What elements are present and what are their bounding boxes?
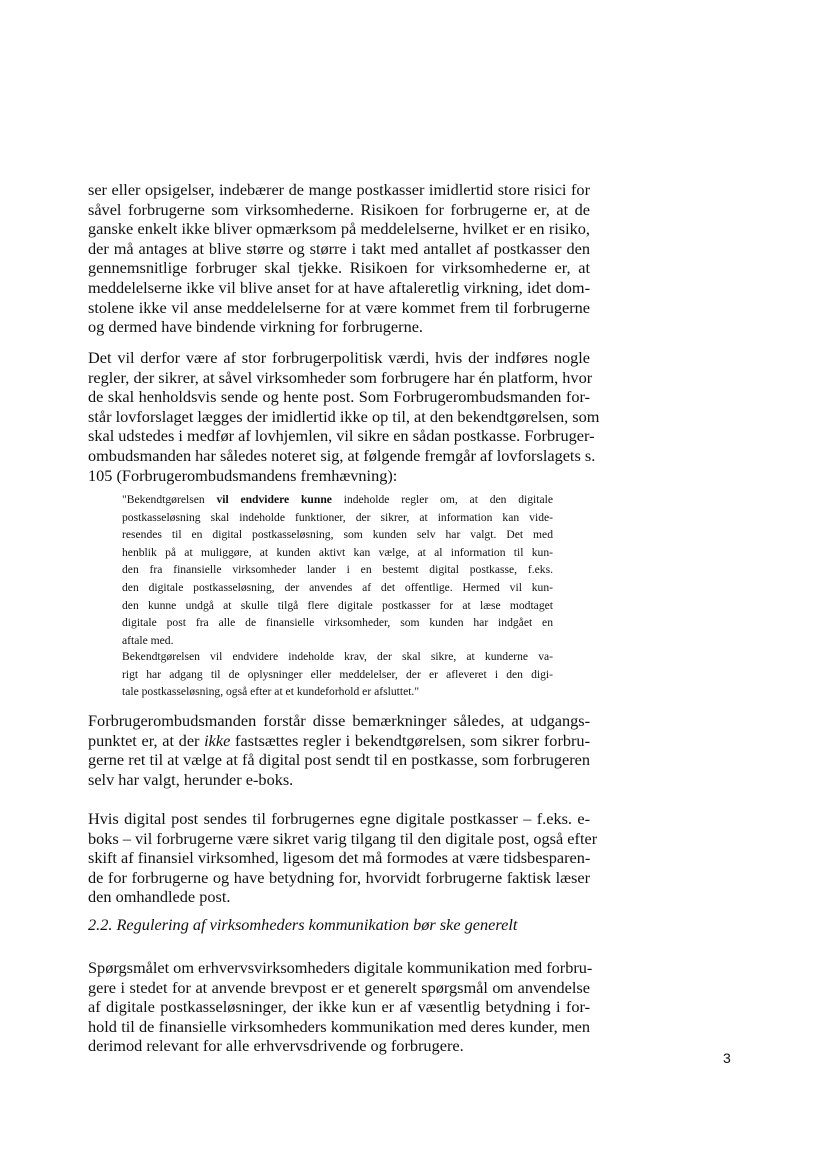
paragraph-1 bbox=[88, 180, 590, 337]
text-line: selv har valgt, herunder e-boks. bbox=[88, 769, 294, 789]
block-quote-1 bbox=[122, 491, 553, 649]
quote-line: aftale med. bbox=[122, 633, 174, 647]
text-line: Hvis digital post sendes til forbrugernes egne digitale postkasser – f.eks. e- bbox=[88, 809, 590, 828]
section-heading: 2.2. Regulering af virksomheders kommunikation bør ske generelt bbox=[88, 915, 518, 934]
text-line: stolene ikke vil anse meddelelserne for at være kommet frem til forbrugerne bbox=[88, 297, 590, 317]
quote-line: Bekendtgørelsen vil endvidere indeholde krav, der skal sikre, at kunderne va- bbox=[122, 650, 553, 663]
text-line: af digitale postkasseløsninger, der ikke kun er af væsentlig betydning i for- bbox=[88, 997, 590, 1017]
text-line: Spørgsmålet om erhvervsvirksomheders digitale kommunikation med forbru- bbox=[88, 958, 593, 977]
text-line: de for forbrugerne og have betydning for, hvorvidt forbrugerne faktisk læser bbox=[88, 867, 590, 887]
quote-line: postkasseløsning skal indeholde funktioner, der sikrer, at information kan vide- bbox=[122, 510, 553, 524]
text-line: de skal henholdsvis sende og hente post. Som Forbrugerombudsmanden for- bbox=[88, 387, 590, 407]
quote-line: henblik på at muliggøre, at kunden aktivt kan vælge, at al information til kun- bbox=[122, 545, 553, 559]
text-line: ombudsmanden har således noteret sig, at følgende fremgår af lovforslagets s. bbox=[88, 445, 596, 465]
paragraph-4 bbox=[88, 809, 598, 907]
paragraph-5 bbox=[88, 958, 593, 1056]
text-line: står lovforslaget lægges der imidlertid ikke op til, at den bekendtgørelsen, som bbox=[88, 406, 600, 426]
emphasis-text: vil endvidere kunne bbox=[216, 493, 332, 506]
text-line: Det vil derfor være af stor forbrugerpolitisk værdi, hvis der indføres nogle bbox=[88, 348, 590, 367]
text-line: skal udstedes i medfør af lovhjemlen, vil sikre en sådan postkasse. Forbruger- bbox=[88, 426, 595, 446]
text-line: 105 (Forbrugerombudsmandens fremhævning): bbox=[88, 465, 398, 485]
text-line: såvel forbrugerne som virksomhederne. Risikoen for forbrugerne er, at de bbox=[88, 199, 590, 219]
text-line: skift af finansiel virksomhed, ligesom det må formodes at være tidsbesparen- bbox=[88, 848, 591, 868]
text-line: der må antages at blive større og større i takt med antallet af postkasser den bbox=[88, 238, 590, 258]
quote-line: den fra finansielle virksomheder lander i en bestemt digital postkasse, f.eks. bbox=[122, 563, 553, 577]
quote-line: digitale post fra alle de finansielle virksomheder, som kunden har indgået en bbox=[122, 616, 553, 630]
quote-line: den kunne undgå at skulle tilgå flere digitale postkasser for at læse modtaget bbox=[122, 598, 553, 612]
quote-text: "Bekendtgørelsen bbox=[122, 493, 217, 506]
block-quote-2 bbox=[122, 648, 553, 701]
quote-line: resendes til en digital postkasseløsning, som kunden selv har valgt. Det med bbox=[122, 528, 553, 542]
text-line: Forbrugerombudsmanden forstår disse bemærkninger således, at udgangs- bbox=[88, 711, 590, 730]
text-line: hold til de finansielle virksomheders kommunikation med deres kunder, men bbox=[88, 1016, 590, 1036]
quote-line: rigt har adgang til de oplysninger eller meddelelser, der er afleveret i den digi- bbox=[122, 667, 553, 681]
text-line: gere i stedet for at anvende brevpost er et generelt spørgsmål om anvendelse bbox=[88, 977, 590, 997]
text-line: derimod relevant for alle erhvervsdrivende og forbrugere. bbox=[88, 1036, 464, 1056]
quote-line bbox=[122, 491, 553, 509]
paragraph-3 bbox=[88, 711, 590, 789]
text-line: regler, der sikrer, at såvel virksomheder som forbrugere har én platform, hvor bbox=[88, 367, 593, 387]
quote-text: indeholde regler om, at den digitale bbox=[331, 493, 554, 506]
page-number: 3 bbox=[723, 1050, 731, 1066]
emphasis-text: ikke bbox=[204, 730, 231, 750]
text-line: boks – vil forbrugerne være sikret varig tilgang til den digitale post, også efter bbox=[88, 828, 598, 848]
text-line: gennemsnitlige forbruger skal tjekke. Risikoen for virksomhederne er, at bbox=[88, 258, 590, 278]
quote-line: tale postkasseløsning, også efter at et kundeforhold er afsluttet." bbox=[122, 685, 420, 699]
text-line: og dermed have bindende virkning for forbrugerne. bbox=[88, 317, 424, 337]
text-line: den omhandlede post. bbox=[88, 887, 231, 907]
body-text: fastsættes regler i bekendtgørelsen, som sikrer forbru- bbox=[230, 730, 590, 750]
paragraph-2 bbox=[88, 348, 600, 485]
text-line: meddelelserne ikke vil blive anset for at have aftaleretlig virkning, idet dom- bbox=[88, 277, 590, 297]
text-line: gerne ret til at vælge at få digital post sendt til en postkasse, som forbrugeren bbox=[88, 750, 590, 770]
text-line: ganske enkelt ikke bliver opmærksom på meddelelserne, hvilket er en risiko, bbox=[88, 219, 590, 239]
body-text: punktet er, at der bbox=[88, 730, 205, 750]
quote-line: den digitale postkasseløsning, der anvendes af det offentlige. Hermed vil kun- bbox=[122, 580, 553, 594]
text-line bbox=[88, 731, 590, 751]
text-line: ser eller opsigelser, indebærer de mange postkasser imidlertid store risici for bbox=[88, 180, 590, 199]
